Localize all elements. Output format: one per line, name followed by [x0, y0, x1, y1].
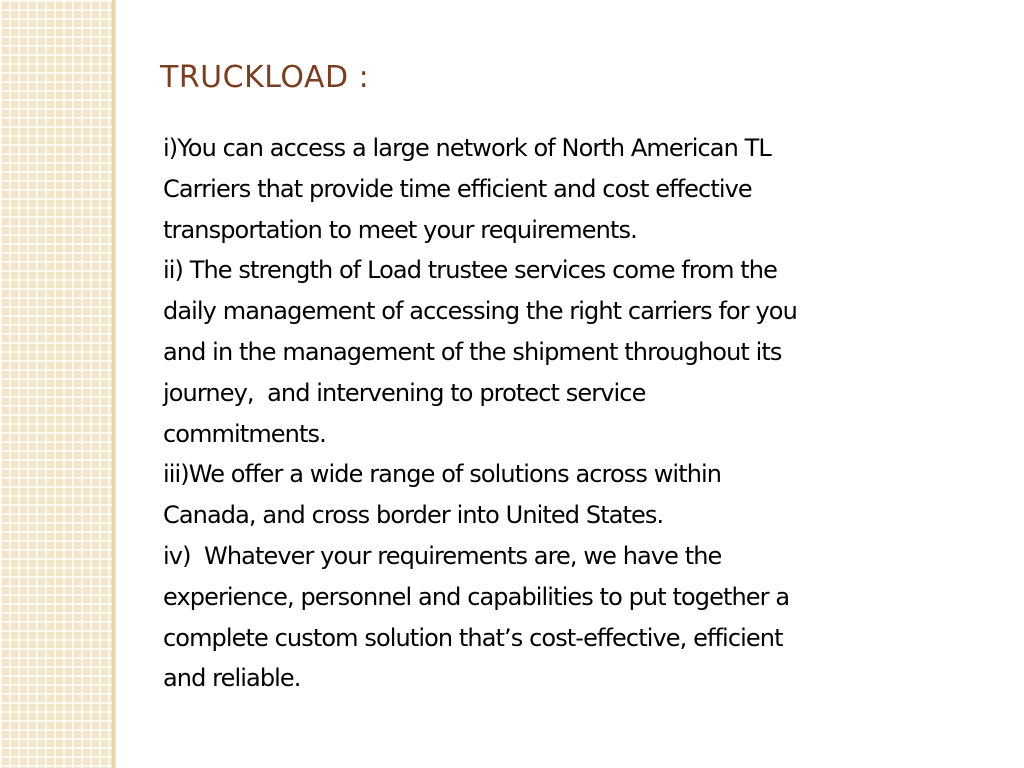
text-line: i)You can access a large network of North American TL [163, 134, 771, 162]
text-line: and reliable. [163, 664, 301, 693]
text-line: iv) Whatever your requirements are, we have the [163, 541, 722, 570]
list-item [163, 250, 963, 454]
slide-body [163, 128, 963, 699]
list-item [163, 128, 963, 250]
text-line: complete custom solution that’s cost-effective, efficient [163, 623, 783, 652]
text-line: journey, and intervening to protect service [163, 378, 646, 407]
text-line: experience, personnel and capabilities to put together a [163, 582, 790, 611]
text-line: daily management of accessing the right carriers for you [163, 297, 797, 326]
text-line: ii) The strength of Load trustee services come from the [163, 256, 777, 285]
list-item [163, 454, 963, 536]
text-line: iii)We offer a wide range of solutions across within [163, 460, 722, 489]
list-item [163, 536, 963, 699]
side-pattern-decoration [0, 0, 112, 768]
slide-title: TRUCKLOAD : [160, 60, 370, 95]
text-line: commitments. [163, 419, 326, 448]
text-line: Carriers that provide time efficient and cost effective [163, 174, 752, 203]
side-pattern-edge [112, 0, 116, 768]
text-line: and in the management of the shipment throughout its [163, 337, 782, 366]
text-line: transportation to meet your requirements. [163, 215, 637, 244]
text-line: Canada, and cross border into United States. [163, 501, 664, 530]
